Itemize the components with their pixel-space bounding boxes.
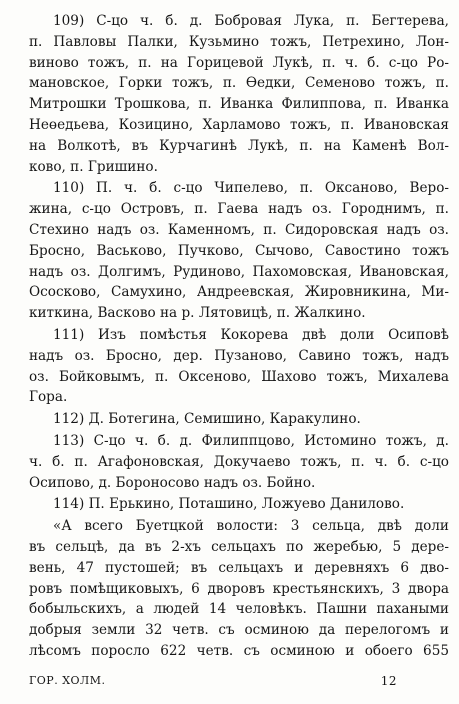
text-line: Осипово, д. Бороносово надъ оз. Бойно. [29,474,316,491]
text-line: на Волкотѣ, въ Курчагинѣ Лукѣ, п. на Каменѣ Вол- [29,137,449,154]
text-line: Митрошки Трошкова, п. Иванка Филиппова, п. Иванка [29,96,449,113]
page-footer [29,674,449,688]
text-line: Гора. [29,389,68,406]
text-line: Бросно, Васьково, Пучково, Сычово, Савостино тожъ [29,242,449,259]
paragraph-p111 [29,325,449,408]
text-line: 111) Изъ помѣстья Кокорева двѣ доли Осиповѣ [53,326,449,343]
text-line: Стехино надъ оз. Каменномъ, п. Сидоровская надъ оз. [29,221,449,238]
page-number: 12 [380,674,397,688]
text-line: добрыя земли 32 четв. съ осминою да перелогомъ и [29,622,449,639]
text-line: мановское, Горки тожъ, п. Өедки, Семеново тожъ, п. [29,75,449,92]
text-body [29,11,449,662]
paragraph-p114 [29,494,449,515]
text-line: 110) П. ч. б. с-цо Чипелево, п. Оксаново, Веро- [53,180,449,197]
text-line: 114) П. Ерькино, Поташино, Ложуево Данилово. [53,496,405,513]
footer-signature: ГОР. ХОЛМ. [29,674,106,687]
text-line: п. Павловы Палки, Кузьмино тожъ, Петрехино, Лон- [29,33,449,50]
text-line: лѣсомъ поросло 622 четв. съ осминою и обоего 655 [29,642,449,659]
text-line: ч. б. п. Агафоновская, Докучаево тожъ, п. ч. б. с-цо [29,453,449,470]
paragraph-p112 [29,409,449,430]
text-line: бобыльскихъ, а людей 14 человѣкъ. Пашни пахаными [29,601,449,618]
paragraph-p113 [29,431,449,493]
text-line: 109) С-цо ч. б. д. Бобровая Лука, п. Бегтерева, [53,13,449,29]
paragraph-summary [29,516,449,662]
text-line: Ососково, Самухино, Андреевская, Жировникина, Ми- [29,284,449,301]
text-line: надъ оз. Бросно, дер. Пузаново, Савино тожъ, надъ [29,347,449,364]
text-line: ково, п. Гришино. [29,158,158,175]
text-line: 113) С-цо ч. б. д. Филиппцово, Истомино тожъ, д. [53,432,449,449]
text-line: «А всего Буетцкой волости: 3 сельца, двѣ доли [53,518,449,535]
text-line: жина, с-цо Островъ, п. Гаева надъ оз. Городнимъ, п. [29,201,449,218]
text-line: надъ оз. Долгимъ, Рудиново, Пахомовская, Ивановская, [29,263,449,280]
text-line: киткина, Васково на р. Лятовицѣ, п. Жалкино. [29,305,366,322]
text-line: ровъ помѣщиковыхъ, 6 дворовъ крестьянскихъ, 3 двора [29,580,449,597]
paragraph-p110 [29,178,449,324]
text-line: виново тожъ, п. на Горицевой Лукѣ, п. ч. б. с-цо Ро- [29,54,449,71]
text-line: оз. Бойковымъ, п. Оксеново, Шахово тожъ, Михалева [29,368,449,385]
text-line: вень, 47 пустошей; въ сельцахъ и деревняхъ 6 дво- [29,559,449,576]
text-line: 112) Д. Ботегина, Семишино, Каракулино. [53,411,361,428]
text-line: Неөедьева, Козицино, Харламово тожъ, п. Ивановская [29,116,449,133]
paragraph-p109 [29,11,449,177]
text-line: въ сельцѣ, да въ 2-хъ сельцахъ по жеребью, 5 дере- [29,538,449,555]
